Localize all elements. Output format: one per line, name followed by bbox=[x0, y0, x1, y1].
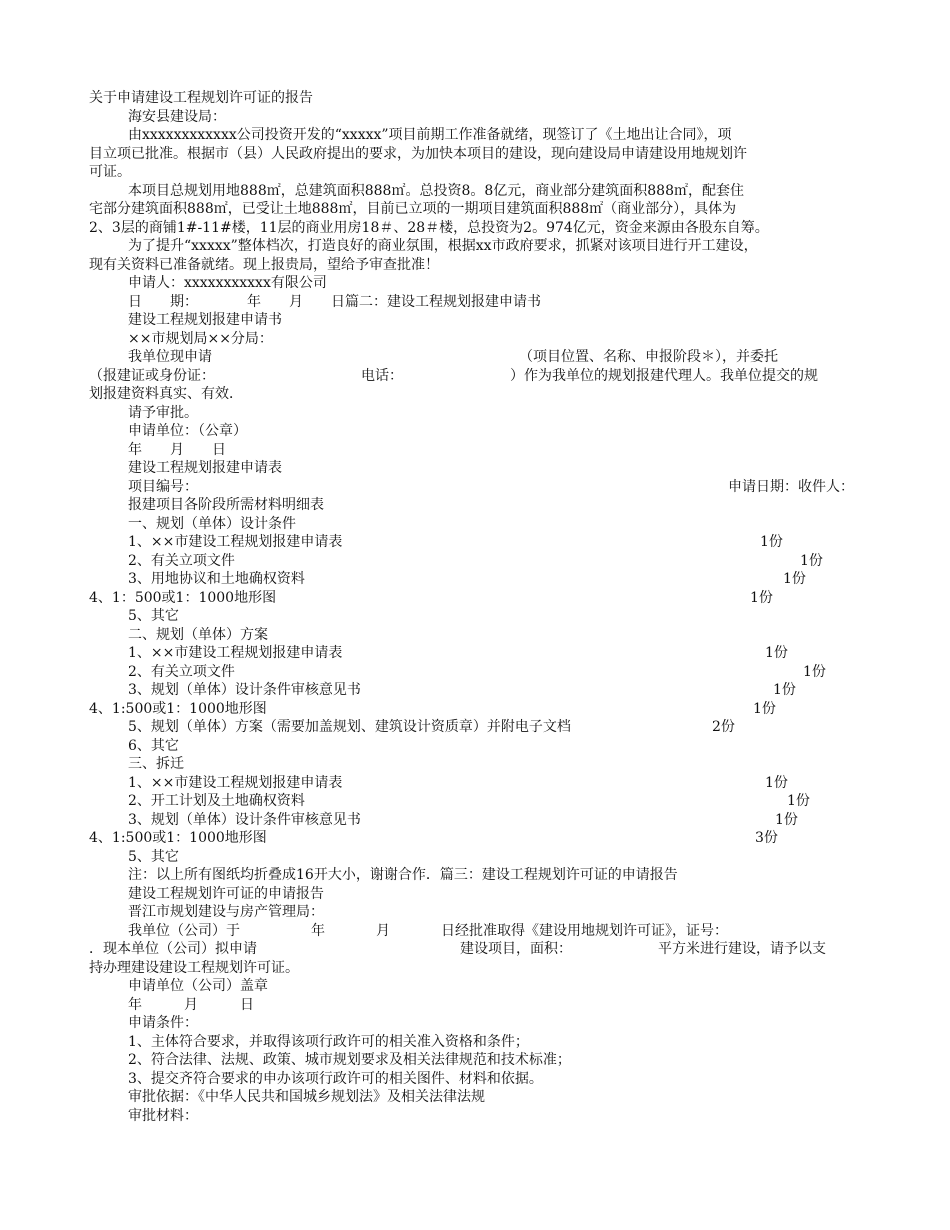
text-line bbox=[128, 644, 342, 663]
text-line-content: 年 月 日 bbox=[128, 442, 226, 458]
text-line-content: 我单位现申请 bbox=[128, 349, 212, 365]
text-line-content: ．现本单位（公司）拟申请 bbox=[89, 941, 257, 957]
text-line-content: 3、提交齐符合要求的申办该项行政许可的相关图件、材料和依据。 bbox=[128, 1071, 543, 1087]
text-line-content: 1份 bbox=[750, 590, 773, 606]
text-line bbox=[128, 182, 744, 201]
text-line-content: 月 bbox=[376, 923, 390, 939]
text-line-content: 1、××市建设工程规划报建申请表 bbox=[128, 534, 343, 550]
text-line bbox=[89, 163, 131, 182]
text-line-content: 1份 bbox=[803, 664, 826, 680]
text-line-content: 4、1:500或1：1000地形图 bbox=[89, 830, 267, 846]
text-line-content: （报建证或身份证： bbox=[89, 368, 215, 384]
text-line-content: 1、××市建设工程规划报建申请表 bbox=[128, 775, 343, 791]
text-line-content: 请予审批。 bbox=[128, 405, 198, 421]
text-line-content: 项目编号： bbox=[128, 479, 198, 495]
text-line-content: 报建项目各阶段所需材料明细表 bbox=[128, 497, 324, 513]
text-line bbox=[787, 792, 810, 811]
text-line bbox=[750, 589, 773, 608]
text-line bbox=[128, 607, 179, 626]
text-line-content: 1份 bbox=[775, 812, 798, 828]
text-line bbox=[128, 496, 324, 515]
text-line bbox=[128, 774, 342, 793]
text-line bbox=[128, 903, 324, 922]
text-line bbox=[128, 755, 184, 774]
text-line bbox=[89, 256, 439, 275]
text-line-content: 一、规划（单体）设计条件 bbox=[128, 516, 296, 532]
text-line-content: 1份 bbox=[765, 645, 788, 661]
text-line bbox=[128, 885, 324, 904]
text-line bbox=[128, 552, 235, 571]
text-line bbox=[128, 1088, 485, 1107]
text-line-content: 宅部分建筑面积888㎡，已受让土地888㎡，目前已立项的一期项目建筑面积888㎡（商业部分），具体为 bbox=[89, 201, 737, 217]
text-line bbox=[128, 996, 254, 1015]
text-line bbox=[89, 89, 313, 108]
text-line bbox=[89, 219, 769, 238]
text-line-content: 审批依据：《中华人民共和国城乡规划法》及相关法律法规 bbox=[128, 1089, 485, 1105]
text-line-content: 1份 bbox=[753, 701, 776, 717]
text-line-content: 日 期： 年 月 日篇二：建设工程规划报建申请书 bbox=[128, 294, 541, 310]
text-line bbox=[89, 385, 243, 404]
text-line-content: 我单位（公司）于 bbox=[128, 923, 240, 939]
text-line-content: 关于申请建设工程规划许可证的报告 bbox=[89, 90, 313, 106]
text-line bbox=[128, 478, 198, 497]
text-line-content: 划报建资料真实、有效． bbox=[89, 386, 243, 402]
text-line-content: 1份 bbox=[760, 534, 783, 550]
text-line bbox=[775, 811, 798, 830]
text-line-content: 三、拆迁 bbox=[128, 756, 184, 772]
text-line-content: 晋江市规划建设与房产管理局： bbox=[128, 904, 324, 920]
text-line bbox=[728, 478, 854, 497]
text-line bbox=[89, 959, 299, 978]
text-line bbox=[89, 367, 215, 386]
text-line-content: 海安县建设局： bbox=[128, 109, 226, 125]
text-line bbox=[658, 940, 826, 959]
text-line-content: 3、用地协议和土地确权资料 bbox=[128, 571, 305, 587]
text-line-content: 年 bbox=[311, 923, 325, 939]
text-line bbox=[128, 441, 226, 460]
text-line bbox=[128, 293, 541, 312]
text-line bbox=[128, 108, 226, 127]
text-line-content: 年 月 日 bbox=[128, 997, 254, 1013]
text-line bbox=[441, 922, 728, 941]
text-line-content: 1、××市建设工程规划报建申请表 bbox=[128, 645, 343, 661]
text-line bbox=[128, 663, 235, 682]
text-line bbox=[765, 774, 788, 793]
text-line bbox=[800, 552, 823, 571]
text-line bbox=[376, 922, 390, 941]
text-line-content: 可证。 bbox=[89, 164, 131, 180]
text-line-content: 5、其它 bbox=[128, 608, 179, 624]
text-line bbox=[460, 940, 572, 959]
text-line bbox=[89, 829, 267, 848]
text-line-content: 申请单位（公司）盖章 bbox=[128, 978, 268, 994]
text-line-content: 由xxxxxxxxxxxx公司投资开发的“xxxxx”项目前期工作准备就绪，现签订了《土地出让合同》，项 bbox=[128, 127, 732, 143]
text-line bbox=[89, 145, 747, 164]
text-line bbox=[128, 126, 732, 145]
text-line-content: 申请日期：收件人： bbox=[728, 479, 854, 495]
text-line bbox=[128, 1107, 198, 1126]
text-line bbox=[128, 737, 179, 756]
text-line-content: 1份 bbox=[783, 571, 806, 587]
text-line-content: 2、开工计划及土地确权资料 bbox=[128, 793, 305, 809]
text-line-content: 审批材料： bbox=[128, 1108, 198, 1124]
text-line bbox=[128, 348, 212, 367]
text-line bbox=[128, 274, 327, 293]
text-line bbox=[128, 866, 678, 885]
text-line bbox=[128, 330, 273, 349]
text-line-content: （项目位置、名称、申报阶段＊），并委托 bbox=[519, 349, 778, 365]
text-line-content: 3、规划（单体）设计条件审核意见书 bbox=[128, 812, 361, 828]
text-line-content: 2、有关立项文件 bbox=[128, 664, 235, 680]
text-line-content: 1份 bbox=[773, 682, 796, 698]
text-line-content: 2、3层的商铺1#-11#楼，11层的商业用房18＃、28＃楼，总投资为2。974亿元，资金来源由各股东自筹。 bbox=[89, 220, 769, 236]
text-line-content: 日经批准取得《建设用地规划许可证》，证号： bbox=[441, 923, 728, 939]
text-line-content: 本项目总规划用地888㎡，总建筑面积888㎡。总投资8。8亿元，商业部分建筑面积888㎡，配套住 bbox=[128, 183, 744, 199]
text-line bbox=[755, 829, 778, 848]
text-line-content: 1份 bbox=[800, 553, 823, 569]
text-line-content: 持办理建设建设工程规划许可证。 bbox=[89, 960, 299, 976]
text-line bbox=[89, 940, 257, 959]
text-line-content: 1份 bbox=[765, 775, 788, 791]
text-line bbox=[128, 1014, 198, 1033]
text-line-content: 2、有关立项文件 bbox=[128, 553, 235, 569]
text-line bbox=[128, 811, 361, 830]
text-line bbox=[773, 681, 796, 700]
text-line-content: 申请单位：（公章） bbox=[128, 423, 247, 439]
text-line-content: 4、1:500或1：1000地形图 bbox=[89, 701, 267, 717]
text-line-content: 建设工程规划许可证的申请报告 bbox=[128, 886, 324, 902]
text-line bbox=[128, 1070, 543, 1089]
text-line bbox=[128, 922, 240, 941]
text-line-content: 1份 bbox=[787, 793, 810, 809]
text-line-content: 电话： bbox=[361, 368, 403, 384]
text-line-content: 注：以上所有图纸均折叠成16开大小，谢谢合作．篇三：建设工程规划许可证的申请报告 bbox=[128, 867, 678, 883]
text-line bbox=[712, 718, 735, 737]
text-line-content: 二、规划（单体）方案 bbox=[128, 627, 268, 643]
text-line bbox=[128, 718, 571, 737]
text-line bbox=[128, 626, 268, 645]
text-line bbox=[89, 589, 276, 608]
text-line-content: 5、规划（单体）方案（需要加盖规划、建筑设计资质章）并附电子文档 bbox=[128, 719, 571, 735]
text-line-content: 申请条件： bbox=[128, 1015, 198, 1031]
text-line-content: 建设工程规划报建申请书 bbox=[128, 312, 282, 328]
text-line bbox=[89, 200, 736, 219]
text-line bbox=[128, 422, 247, 441]
text-line bbox=[128, 237, 758, 256]
text-line-content: ××市规划局××分局： bbox=[128, 331, 273, 347]
text-line bbox=[128, 1051, 571, 1070]
text-line bbox=[128, 459, 282, 478]
text-line bbox=[128, 792, 305, 811]
text-line bbox=[760, 533, 783, 552]
text-line bbox=[510, 367, 818, 386]
text-line-content: 建设工程规划报建申请表 bbox=[128, 460, 282, 476]
text-line bbox=[783, 570, 806, 589]
text-line bbox=[89, 700, 267, 719]
text-line bbox=[128, 404, 198, 423]
text-line-content: 6、其它 bbox=[128, 738, 179, 754]
text-line-content: 现有关资料已准备就绪。现上报贵局，望给予审查批准！ bbox=[89, 257, 439, 273]
text-line-content: 3份 bbox=[755, 830, 778, 846]
text-line-content: ）作为我单位的规划报建代理人。我单位提交的规 bbox=[510, 368, 818, 384]
text-line-content: 2、符合法律、法规、政策、城市规划要求及相关法律规范和技术标准； bbox=[128, 1052, 571, 1068]
text-line-content: 3、规划（单体）设计条件审核意见书 bbox=[128, 682, 361, 698]
text-line-content: 为了提升“xxxxx”整体档次，打造良好的商业氛围，根据xx市政府要求，抓紧对该项目进行开工建设， bbox=[128, 238, 758, 254]
text-line-content: 4、1：500或1：1000地形图 bbox=[89, 590, 277, 606]
text-line bbox=[128, 311, 282, 330]
text-line bbox=[128, 848, 179, 867]
text-line bbox=[128, 681, 361, 700]
text-line bbox=[128, 533, 342, 552]
text-line bbox=[753, 700, 776, 719]
text-line-content: 2份 bbox=[712, 719, 735, 735]
text-line-content: 平方米进行建设，请予以支 bbox=[658, 941, 826, 957]
text-line-content: 申请人：xxxxxxxxxxx有限公司 bbox=[128, 275, 327, 291]
text-line-content: 目立项已批准。根据市（县）人民政府提出的要求，为加快本项目的建设，现向建设局申请建设用地规划许 bbox=[89, 146, 747, 162]
text-line-content: 5、其它 bbox=[128, 849, 179, 865]
text-line-content: 1、主体符合要求，并取得该项行政许可的相关准入资格和条件； bbox=[128, 1034, 529, 1050]
text-line bbox=[128, 1033, 529, 1052]
text-line-content: 建设项目，面积： bbox=[460, 941, 572, 957]
text-line bbox=[765, 644, 788, 663]
text-line bbox=[128, 515, 296, 534]
text-line bbox=[803, 663, 826, 682]
text-line bbox=[128, 570, 305, 589]
text-line bbox=[128, 977, 268, 996]
text-line bbox=[311, 922, 325, 941]
text-line bbox=[519, 348, 778, 367]
text-line bbox=[361, 367, 403, 386]
